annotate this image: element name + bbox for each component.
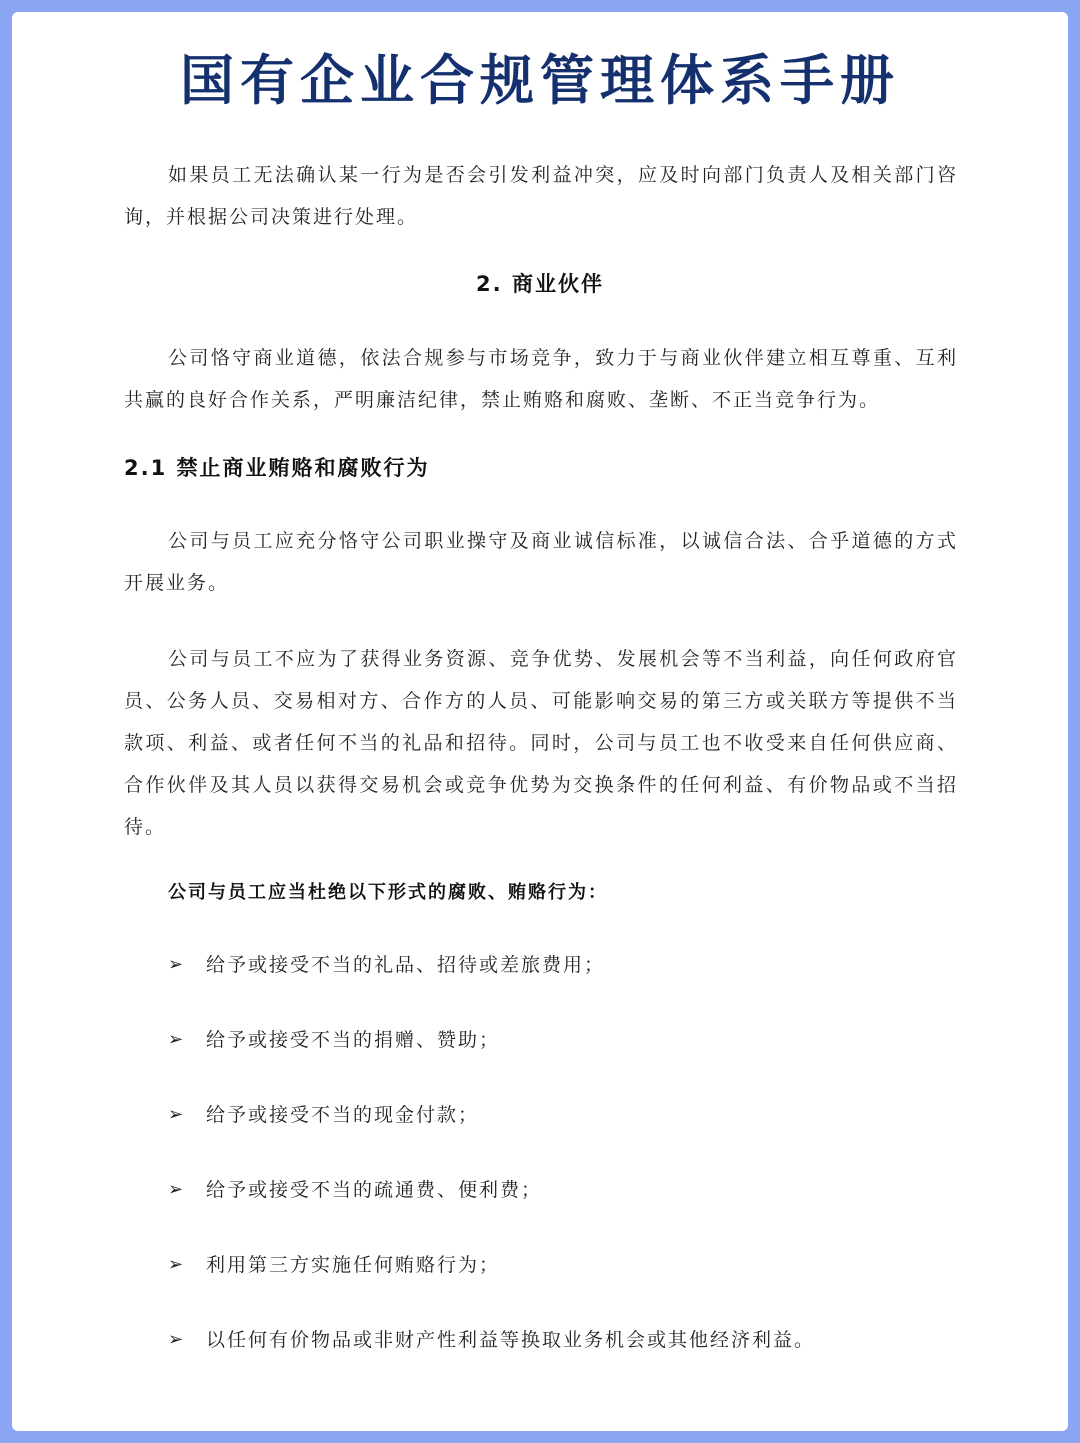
document-page: [12, 12, 1068, 1431]
list-item: [168, 950, 815, 1025]
arrow-bullet-icon: ➢: [168, 1254, 186, 1275]
list-item: [168, 1250, 815, 1325]
list-item-text: 以任何有价物品或非财产性利益等换取业务机会或其他经济利益。: [206, 1329, 816, 1351]
section-2-1-paragraph-2: 公司与员工不应为了获得业务资源、竞争优势、发展机会等不当利益，向任何政府官员、公务人员、交易相对方、合作方的人员、可能影响交易的第三方或关联方等提供不当款项、利益、或者任何不当的礼品和招待。同时，公司与员工也不收受来自任何供应商、合作伙伴及其人员以获得交易机会或竞争优势为交换条件的任何利益、有价物品或不当招待。: [124, 648, 958, 838]
section-2-1-heading: 2.1 禁止商业贿赂和腐败行为: [124, 456, 430, 480]
section-2-1-paragraph-1: 公司与员工应充分恪守公司职业操守及商业诚信标准，以诚信合法、合乎道德的方式开展业务。: [124, 530, 958, 594]
list-item: [168, 1025, 815, 1100]
list-item: [168, 1175, 815, 1250]
list-item-text: 给予或接受不当的礼品、招待或差旅费用；: [206, 954, 606, 976]
list-item: [168, 1100, 815, 1175]
intro-paragraph: 如果员工无法确认某一行为是否会引发利益冲突，应及时向部门负责人及相关部门咨询，并根据公司决策进行处理。: [124, 164, 958, 228]
section-2-paragraph: 公司恪守商业道德，依法合规参与市场竞争，致力于与商业伙伴建立相互尊重、互利共赢的良好合作关系，严明廉洁纪律，禁止贿赂和腐败、垄断、不正当竞争行为。: [124, 347, 958, 411]
list-item-text: 给予或接受不当的捐赠、赞助；: [206, 1029, 501, 1051]
list-item-text: 给予或接受不当的疏通费、便利费；: [206, 1179, 543, 1201]
arrow-bullet-icon: ➢: [168, 1329, 186, 1350]
document-title: 国有企业合规管理体系手册: [180, 49, 900, 112]
prohibited-behaviors-list: [168, 950, 815, 1400]
arrow-bullet-icon: ➢: [168, 1179, 186, 1200]
list-item: [168, 1325, 815, 1400]
section-2-heading: 2. 商业伙伴: [476, 272, 604, 296]
list-intro: 公司与员工应当杜绝以下形式的腐败、贿赂行为：: [168, 882, 608, 903]
arrow-bullet-icon: ➢: [168, 954, 186, 975]
list-item-text: 给予或接受不当的现金付款；: [206, 1104, 480, 1126]
list-item-text: 利用第三方实施任何贿赂行为；: [206, 1254, 501, 1276]
arrow-bullet-icon: ➢: [168, 1029, 186, 1050]
arrow-bullet-icon: ➢: [168, 1104, 186, 1125]
